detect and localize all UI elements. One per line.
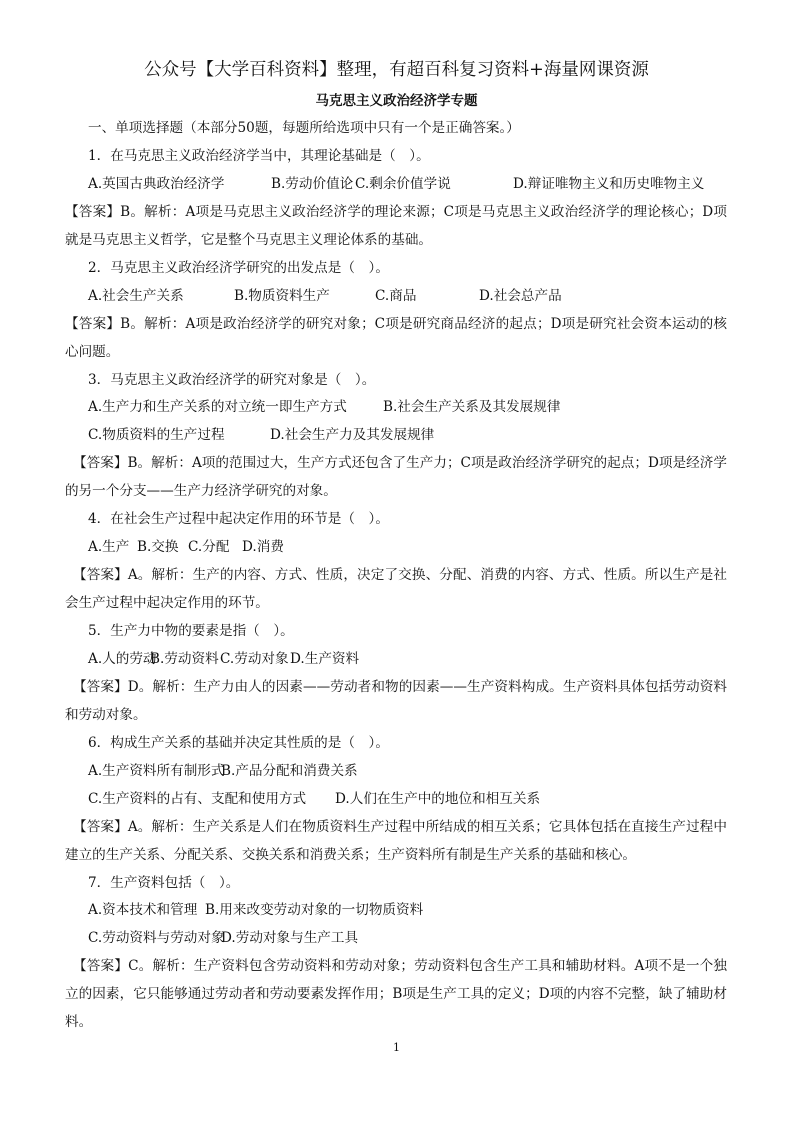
option-a: A.生产资料所有制形式 <box>88 762 225 779</box>
document-body <box>65 115 727 1037</box>
question-7: 7．生产资料包括（ ）。 <box>88 874 240 891</box>
options-5 <box>65 646 727 674</box>
answer-7: 【答案】C。解析：生产资料包含劳动资料和劳动对象；劳动资料包含生产工具和辅助材料。A项不是一个独立的因素，它只能够通过劳动者和劳动要素发挥作用；B项是生产工具的定义；D项的内容不完整，缺了辅助材料。 <box>65 958 727 1031</box>
answer-6: 【答案】A。解析：生产关系是人们在物质资料生产过程中所结成的相互关系；它具体包括在直接生产过程中建立的生产关系、分配关系、交换关系和消费关系；生产资料所有制是生产关系的基础和核心。 <box>65 818 727 863</box>
options-3b <box>65 422 727 450</box>
options-2 <box>65 283 727 311</box>
question-3: 3．马克思主义政治经济学的研究对象是（ ）。 <box>88 371 376 388</box>
option-d: D.劳动对象与生产工具 <box>221 930 359 947</box>
page-number: 1 <box>393 1041 400 1054</box>
option-a: A.英国古典政治经济学 <box>88 175 225 192</box>
option-d: D.社会总产品 <box>479 287 562 304</box>
options-6b <box>65 786 727 814</box>
option-b: B.用来改变劳动对象的一切物质资料 <box>205 902 424 919</box>
option-d: D.消费 <box>242 539 284 556</box>
answer-5: 【答案】D。解析：生产力由人的因素——劳动者和物的因素——生产资料构成。生产资料具体包括劳动资料和劳动对象。 <box>65 678 727 723</box>
option-a: A.生产 <box>88 539 130 556</box>
promo-header: 公众号【大学百科资料】整理，有超百科复习资料+海量网课资源 <box>144 60 649 80</box>
option-d: D.社会生产力及其发展规律 <box>270 427 435 444</box>
option-b: B.物质资料生产 <box>234 287 330 304</box>
question-1: 1．在马克思主义政治经济学当中，其理论基础是（ ）。 <box>88 147 430 164</box>
option-a: A.生产力和生产关系的对立统一即生产方式 <box>88 399 347 416</box>
option-d: D.生产资料 <box>290 650 360 667</box>
option-d: D.人们在生产中的地位和相互关系 <box>335 790 541 807</box>
question-4: 4．在社会生产过程中起决定作用的环节是（ ）。 <box>88 511 389 528</box>
option-c: C.剩余价值学说 <box>355 175 451 192</box>
option-b: B.劳动资料 <box>150 650 219 667</box>
section-heading: 一、单项选择题（本部分50题，每题所给选项中只有一个是正确答案。） <box>88 120 520 136</box>
answer-4: 【答案】A。解析：生产的内容、方式、性质，决定了交换、分配、消费的内容、方式、性质。所以生产是社会生产过程中起决定作用的环节。 <box>65 567 727 612</box>
option-c: C.劳动对象 <box>220 650 289 667</box>
option-c: C.分配 <box>188 539 230 556</box>
options-7b <box>65 925 727 953</box>
option-b: B.产品分配和消费关系 <box>221 762 358 779</box>
question-2: 2．马克思主义政治经济学研究的出发点是（ ）。 <box>88 259 389 276</box>
options-4 <box>65 534 727 562</box>
option-c: C.劳动资料与劳动对象 <box>88 930 225 947</box>
option-b: B.交换 <box>137 539 179 556</box>
question-6: 6．构成生产关系的基础并决定其性质的是（ ）。 <box>88 734 389 751</box>
option-d: D.辩证唯物主义和历史唯物主义 <box>513 175 705 192</box>
option-c: C.物质资料的生产过程 <box>88 427 225 444</box>
options-7a <box>65 897 727 925</box>
answer-3: 【答案】B。解析：A项的范围过大，生产方式还包含了生产力；C项是政治经济学研究的起点；D项是经济学的另一个分支——生产力经济学研究的对象。 <box>65 455 727 500</box>
option-a: A.资本技术和管理 <box>88 902 198 919</box>
document-title: 马克思主义政治经济学专题 <box>315 93 478 109</box>
answer-1: 【答案】B。解析：A项是马克思主义政治经济学的理论来源；C项是马克思主义政治经济学的理论核心；D项就是马克思主义哲学，它是整个马克思主义理论体系的基础。 <box>65 203 727 248</box>
option-a: A.社会生产关系 <box>88 287 184 304</box>
option-c: C.生产资料的占有、支配和使用方式 <box>88 790 307 807</box>
options-3a <box>65 394 727 422</box>
options-1 <box>65 171 727 199</box>
answer-2: 【答案】B。解析：A项是政治经济学的研究对象；C项是研究商品经济的起点；D项是研究社会资本运动的核心问题。 <box>65 315 727 360</box>
option-b: B.劳动价值论 <box>271 175 354 192</box>
question-5: 5．生产力中物的要素是指（ ）。 <box>88 623 294 639</box>
option-c: C.商品 <box>375 287 417 304</box>
options-6a <box>65 758 727 786</box>
option-a: A.人的劳动 <box>88 650 157 667</box>
option-b: B.社会生产关系及其发展规律 <box>383 399 561 416</box>
